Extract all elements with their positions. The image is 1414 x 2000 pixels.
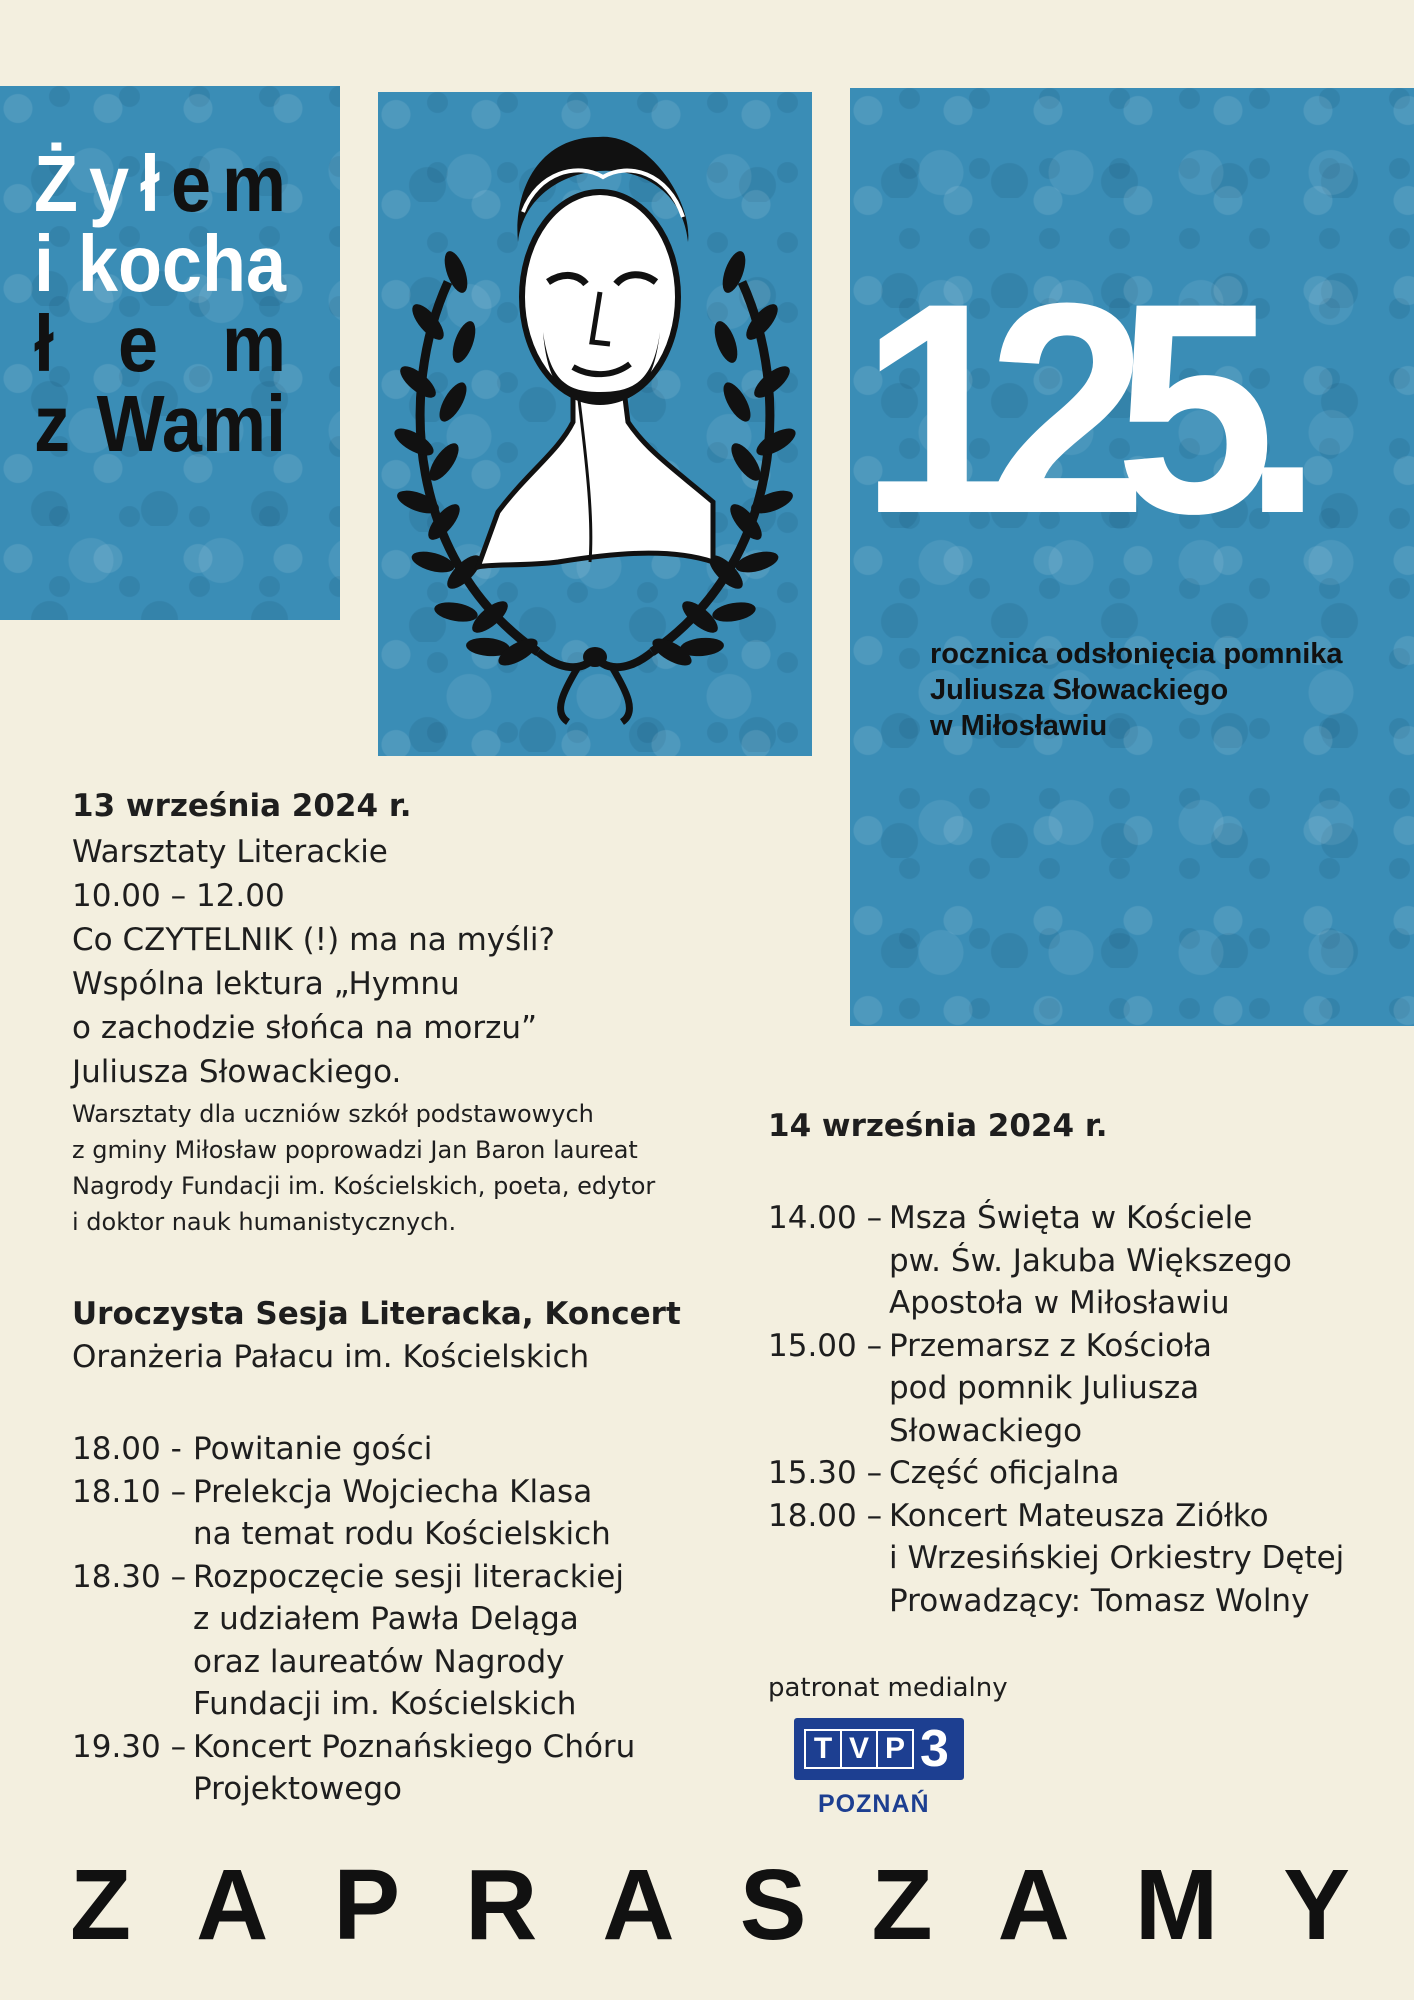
tvp-letter: P [884, 1732, 905, 1765]
invitation-footer [70, 1850, 1350, 1960]
workshop-line: Co CZYTELNIK (!) ma na myśli? [72, 922, 555, 958]
schedule-line: i Wrzesińskiej Orkiestry Dętej [889, 1540, 1345, 1576]
title-word: kocha [77, 219, 286, 308]
schedule-time: 18.30 – [72, 1558, 187, 1595]
session-venue: Oranżeria Pałacu im. Kościelskich [72, 1339, 590, 1375]
tvp-letter: V [842, 1731, 878, 1767]
schedule-line: Przemarsz z Kościoła [889, 1327, 1212, 1364]
footer-letter: A [602, 1849, 675, 1961]
title-word: e [117, 299, 159, 388]
footer-letter: A [196, 1849, 269, 1961]
workshop-line: Warsztaty Literackie [72, 834, 388, 870]
patronage-label: patronat medialny [768, 1673, 1008, 1703]
day1-date: 13 września 2024 r. [72, 788, 412, 824]
workshop-note-line: z gminy Miłosław poprowadzi Jan Baron laureat [72, 1136, 638, 1164]
workshop-note-line: i doktor nauk humanistycznych. [72, 1208, 457, 1236]
schedule-line: oraz laureatów Nagrody [193, 1643, 565, 1680]
schedule-line: Część oficjalna [889, 1455, 1120, 1491]
schedule-line: pod pomnik Juliusza [889, 1370, 1200, 1406]
title-word: Wami [96, 379, 286, 468]
schedule-time: 18.00 - [72, 1431, 182, 1467]
footer-letter: Y [1283, 1849, 1350, 1961]
footer-letter: S [739, 1849, 807, 1961]
title-word: e [170, 139, 212, 228]
footer-letter: R [465, 1849, 538, 1961]
title-word: ł [34, 299, 55, 388]
footer-letter: Z [871, 1849, 933, 1961]
title-line [34, 219, 286, 308]
anniversary-number: 125. [860, 240, 1290, 576]
session-title: Uroczysta Sesja Literacka, Koncert [72, 1296, 681, 1332]
schedule-line: Projektowego [193, 1771, 403, 1807]
workshop-line: Juliusza Słowackiego. [72, 1054, 402, 1090]
poet-bust-illustration [378, 92, 812, 756]
anniversary-line: rocznica odsłonięcia pomnika [930, 638, 1343, 670]
title-word: z [34, 379, 70, 468]
schedule-line: Prelekcja Wojciecha Klasa [193, 1473, 593, 1510]
anniversary-panel [850, 88, 1414, 1026]
title-word: m [221, 299, 286, 388]
schedule-line: Powitanie gości [193, 1431, 433, 1467]
title-panel [0, 86, 340, 620]
title-word: ł [139, 139, 160, 228]
workshop-note-line: Nagrody Fundacji im. Kościelskich, poeta, edytor [72, 1172, 656, 1200]
schedule-time: 18.00 – [768, 1497, 883, 1534]
footer-letter: Z [70, 1849, 132, 1961]
title-word: m [221, 139, 286, 228]
schedule-line: Koncert Poznańskiego Chóru [193, 1728, 636, 1765]
title-word: Ż [34, 139, 78, 228]
tvp-letter: T [806, 1731, 842, 1767]
schedule-time: 15.30 – [768, 1455, 883, 1491]
tvp-number: 3 [920, 1720, 949, 1778]
tvp-city: POZNAŃ [818, 1790, 930, 1818]
schedule-line: Prowadzący: Tomasz Wolny [889, 1582, 1310, 1619]
anniversary-line: Juliusza Słowackiego [930, 674, 1229, 706]
title-line [34, 379, 286, 468]
portrait-panel [378, 92, 812, 756]
schedule-time: 14.00 – [768, 1200, 883, 1236]
workshop-line: o zachodzie słońca na morzu” [72, 1010, 538, 1046]
schedule-line: Apostoła w Miłosławiu [889, 1285, 1230, 1321]
schedule-line: na temat rodu Kościelskich [193, 1516, 611, 1552]
footer-letter: P [333, 1849, 401, 1961]
anniversary-line: w Miłosławiu [930, 710, 1108, 742]
schedule-line: Msza Święta w Kościele [889, 1200, 1253, 1236]
tvp3-logo [794, 1718, 964, 1780]
schedule-line: Fundacji im. Kościelskich [193, 1686, 577, 1722]
schedule-line: Koncert Mateusza Ziółko [889, 1497, 1269, 1534]
schedule-time: 19.30 – [72, 1728, 187, 1765]
footer-letter: M [1134, 1849, 1219, 1961]
title-word: i [34, 219, 55, 308]
workshop-line: Wspólna lektura „Hymnu [72, 966, 460, 1002]
schedule-time: 15.00 – [768, 1327, 883, 1364]
schedule-time: 18.10 – [72, 1473, 187, 1510]
title-word: y [88, 139, 130, 228]
schedule-line: pw. Św. Jakuba Większego [889, 1242, 1292, 1279]
schedule-line: Słowackiego [889, 1412, 1083, 1449]
workshop-note-line: Warsztaty dla uczniów szkół podstawowych [72, 1100, 594, 1128]
day2-date: 14 września 2024 r. [768, 1108, 1108, 1144]
title-line [34, 139, 286, 228]
footer-letter: A [997, 1849, 1070, 1961]
title-line [34, 299, 286, 388]
schedule-line: Rozpoczęcie sesji literackiej [193, 1558, 624, 1595]
schedule-line: z udziałem Pawła Deląga [193, 1601, 579, 1637]
workshop-line: 10.00 – 12.00 [72, 878, 285, 914]
